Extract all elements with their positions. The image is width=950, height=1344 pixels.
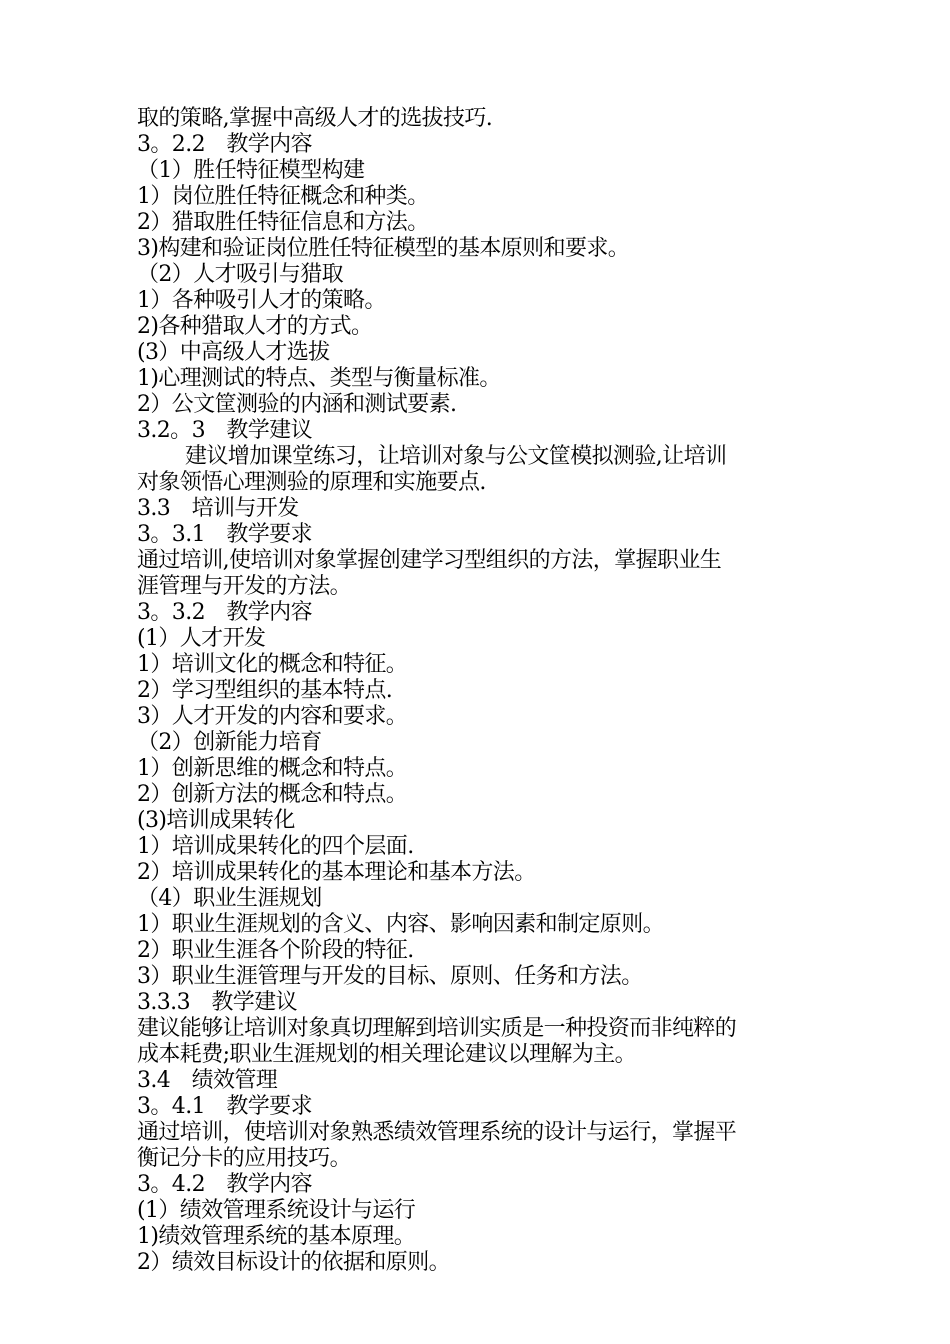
text-line: 对象领悟心理测验的原理和实施要点. [137,470,486,495]
text-line: (3)培训成果转化 [137,808,295,833]
text-line: 成本耗费;职业生涯规划的相关理论建议以理解为主。 [137,1042,637,1067]
text-line: 3。4.2 教学内容 [137,1172,312,1197]
text-line: 取的策略,掌握中高级人才的选拔技巧. [137,106,493,131]
text-line: 3）人才开发的内容和要求。 [137,704,408,729]
text-line: 3。4.1 教学要求 [137,1094,312,1119]
text-line: 2)各种猎取人才的方式。 [137,314,373,339]
text-line: 3)构建和验证岗位胜任特征模型的基本原则和要求。 [137,236,630,261]
text-line: 1）培训成果转化的四个层面. [137,834,414,859]
text-line: 1）职业生涯规划的含义、内容、影响因素和制定原则。 [137,912,664,937]
text-line: (1）绩效管理系统设计与运行 [137,1198,416,1223]
text-line: （2）创新能力培育 [137,730,322,755]
text-line: 2）猎取胜任特征信息和方法。 [137,210,429,235]
text-line: 1)心理测试的特点、类型与衡量标准。 [137,366,501,391]
text-line: 2）创新方法的概念和特点。 [137,782,408,807]
text-line: 2）公文筐测验的内涵和测试要素. [137,392,457,417]
text-line: 2）学习型组织的基本特点. [137,678,393,703]
text-line: （4）职业生涯规划 [137,886,322,911]
text-line: 3。3.1 教学要求 [137,522,312,547]
text-line: 3。2.2 教学内容 [137,132,312,157]
text-line: 2）职业生涯各个阶段的特征. [137,938,414,963]
text-line: 2）绩效目标设计的依据和原则。 [137,1250,450,1275]
text-line: 3）职业生涯管理与开发的目标、原则、任务和方法。 [137,964,643,989]
text-line: （1）胜任特征模型构建 [137,158,365,183]
text-line: 涯管理与开发的方法。 [137,574,352,599]
text-line: 1）培训文化的概念和特征。 [137,652,408,677]
text-line: 1）各种吸引人才的策略。 [137,288,386,313]
document-body [137,106,817,1276]
text-line: (3）中高级人才选拔 [137,340,330,365]
text-line: (1）人才开发 [137,626,266,651]
text-line: 3.2。3 教学建议 [137,418,312,443]
text-line: 衡记分卡的应用技巧。 [137,1146,352,1171]
text-line: 1）岗位胜任特征概念和种类。 [137,184,429,209]
text-line: 建议增加课堂练习，让培训对象与公文筐模拟测验,让培训 [185,444,727,469]
text-line: 3.3 培训与开发 [137,496,299,521]
text-line: 3.4 绩效管理 [137,1068,278,1093]
text-line: 通过培训,使培训对象掌握创建学习型组织的方法，掌握职业生 [137,548,722,573]
text-line: 建议能够让培训对象真切理解到培训实质是一种投资而非纯粹的 [137,1016,737,1041]
text-line: 3。3.2 教学内容 [137,600,312,625]
text-line: 通过培训，使培训对象熟悉绩效管理系统的设计与运行，掌握平 [137,1120,737,1145]
text-line: 1）创新思维的概念和特点。 [137,756,408,781]
text-line: 1)绩效管理系统的基本原理。 [137,1224,416,1249]
text-line: 3.3.3 教学建议 [137,990,297,1015]
text-line: （2）人才吸引与猎取 [137,262,343,287]
text-line: 2）培训成果转化的基本理论和基本方法。 [137,860,536,885]
